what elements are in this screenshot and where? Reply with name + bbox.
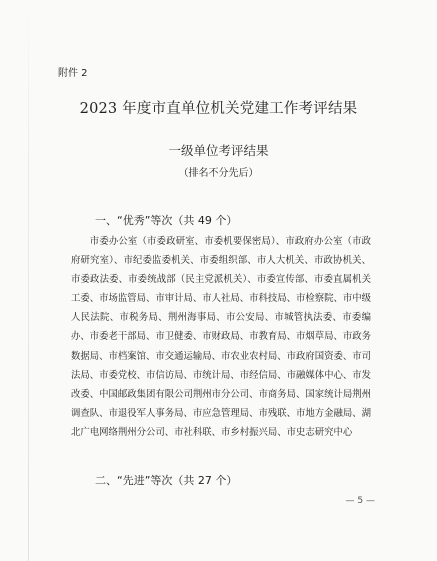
page-number: — 5 —	[345, 496, 375, 506]
binding-margin-line	[28, 0, 29, 561]
section-heading-advanced: 二、“先进”等次（共 27 个）	[95, 474, 238, 487]
ranking-note: （排名不分先后）	[178, 168, 259, 179]
excellent-units-paragraph: 市委办公室（市委政研室、市委机要保密局）、市政府办公室（市政府研究室）、市纪委监委机关、市委组织部、市人大机关、市政协机关、市委政法委、市委统战部（民主党派机关）、市委宣传部、市委直属机关工委、市场监管局、市审计局、市人社局、市科技局、市检察院、市中级人民法院、市税务局、荆州海事局、市公安局、市城管执法委、市委编办、市委老干部局、市卫健委、市财政局、市教育局、市烟草局、市政务数据局、市档案馆、市交通运输局、市农业农村局、市政府国资委、市司法局、市委党校、市信访局、市统计局、市经信局、市融媒体中心、市发改委、中国邮政集团有限公司荆州市分公司、市商务局、国家统计局荆州调查队、市退役军人事务局、市应急管理局、市残联、市地方金融局、湖北广电网络荆州分公司、市社科联、市乡村振兴局、市史志研究中心	[71, 236, 372, 438]
attachment-label: 附件 2	[58, 68, 88, 79]
section-heading-excellent: 一、“优秀”等次（共 49 个）	[95, 214, 238, 227]
subtitle: 一级单位考评结果	[168, 143, 269, 158]
page-title: 2023 年度市直单位机关党建工作考评结果	[79, 101, 358, 117]
